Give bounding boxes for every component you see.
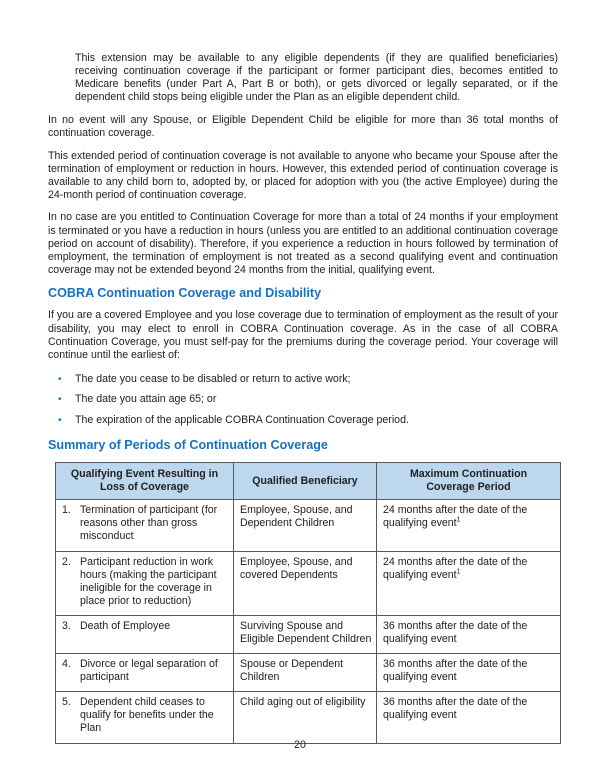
- cell-coverage-period: [377, 500, 561, 551]
- qualifying-event-text: Participant reduction in work hours (making the participant ineligible for the coverage in place prior to reduction): [80, 555, 217, 607]
- row-number: 2.: [62, 555, 71, 568]
- row-number: 3.: [62, 619, 71, 632]
- cell-coverage-period: [377, 654, 561, 692]
- continuation-coverage-table: [55, 462, 561, 744]
- qualifying-event-text: Death of Employee: [80, 619, 171, 632]
- row-number: 4.: [62, 658, 71, 671]
- heading-cobra-disability: COBRA Continuation Coverage and Disability: [48, 286, 322, 301]
- qualifying-event-text: Dependent child ceases to qualify for benefits under the Plan: [80, 696, 214, 735]
- paragraph-36-month-limit: In no event will any Spouse, or Eligible Dependent Child be eligible for more than 36 total months of continuation coverage.: [48, 113, 558, 139]
- cell-qualifying-event: [56, 500, 234, 551]
- cell-qualified-beneficiary: Child aging out of eligibility: [234, 692, 377, 743]
- paragraph-extension-eligibility: This extension may be available to any eligible dependents (if they are qualified beneficiaries) receiving continuation coverage if the participant or former participant dies, becomes entitled to Medicare benefits (under Part A, Part B or both), or gets divorced or legally separated, or if the dependent child stops being eligible under the Plan as an eligible dependent child.: [75, 52, 558, 104]
- cell-qualifying-event: [56, 551, 234, 615]
- coverage-period-text: 36 months after the date of the qualifying event: [383, 696, 528, 722]
- cell-qualified-beneficiary: Employee, Spouse, and Dependent Children: [234, 500, 377, 551]
- bullet-icon: •: [58, 394, 62, 406]
- bullet-icon: •: [58, 414, 62, 426]
- list-item: [48, 414, 558, 427]
- list-item-text: The date you attain age 65; or: [75, 393, 217, 406]
- coverage-period-text: 36 months after the date of the qualifying event: [383, 658, 528, 684]
- list-item: [48, 373, 558, 386]
- coverage-period-text: 24 months after the date of the qualifying event: [383, 504, 528, 530]
- cell-coverage-period: [377, 551, 561, 615]
- cell-qualifying-event: [56, 692, 234, 743]
- cell-qualified-beneficiary: Surviving Spouse and Eligible Dependent Children: [234, 615, 377, 653]
- table-row: [56, 615, 561, 653]
- cell-qualified-beneficiary: Spouse or Dependent Children: [234, 654, 377, 692]
- page-number: 20: [294, 739, 306, 751]
- cell-qualifying-event: [56, 654, 234, 692]
- cell-qualifying-event: [56, 615, 234, 653]
- list-item: [48, 393, 558, 406]
- heading-summary-of-periods: Summary of Periods of Continuation Coverage: [48, 438, 328, 453]
- column-header-qualifying-event: Qualifying Event Resulting in Loss of Coverage: [56, 463, 234, 500]
- disability-bullet-list: [48, 373, 558, 427]
- coverage-period-text: 24 months after the date of the qualifying event: [383, 555, 528, 581]
- column-header-max-coverage-period: Maximum Continuation Coverage Period: [377, 463, 561, 500]
- table-row: [56, 692, 561, 743]
- cell-coverage-period: [377, 692, 561, 743]
- table-row: [56, 551, 561, 615]
- qualifying-event-text: Termination of participant (for reasons other than gross misconduct: [80, 504, 218, 543]
- cell-coverage-period: [377, 615, 561, 653]
- paragraph-extended-period-availability: This extended period of continuation coverage is not available to anyone who became your Spouse after the termination of employment or reduction in hours. However, this extended period of continuation coverage is available to any child born to, adopted by, or placed for adoption with you (the active Employee) during the 24-month period of continuation coverage.: [48, 149, 558, 201]
- row-number: 5.: [62, 696, 71, 709]
- list-item-text: The expiration of the applicable COBRA Continuation Coverage period.: [75, 413, 409, 426]
- table-row: [56, 500, 561, 551]
- row-number: 1.: [62, 504, 71, 517]
- qualifying-event-text: Divorce or legal separation of participant: [80, 658, 218, 684]
- column-header-qualified-beneficiary: Qualified Beneficiary: [234, 463, 377, 500]
- cell-qualified-beneficiary: Employee, Spouse, and covered Dependents: [234, 551, 377, 615]
- paragraph-24-month-cap: In no case are you entitled to Continuation Coverage for more than a total of 24 months if your employment is terminated or you have a reduction in hours (unless you are entitled to an additional continuation coverage period on account of disability). Therefore, if you experience a reduction in hours followed by termination of employment, the termination of employment is not treated as a second qualifying event and continuation coverage may not be extended beyond 24 months from the initial, qualifying event.: [48, 211, 558, 276]
- coverage-period-text: 36 months after the date of the qualifying event: [383, 619, 528, 645]
- bullet-icon: •: [58, 373, 62, 385]
- footnote-reference: 1: [456, 516, 461, 524]
- page-content: [48, 52, 558, 744]
- paragraph-disability-intro: If you are a covered Employee and you lose coverage due to termination of employment as the result of your disability, you may elect to enroll in COBRA Continuation coverage. As in the case of all COBRA Continuation Coverage, you must self-pay for the premiums during the coverage period. Your coverage will continue until the earliest of:: [48, 309, 558, 361]
- footnote-reference: 1: [456, 568, 461, 576]
- table-header-row: [56, 463, 561, 500]
- table-row: [56, 654, 561, 692]
- list-item-text: The date you cease to be disabled or return to active work;: [75, 372, 351, 385]
